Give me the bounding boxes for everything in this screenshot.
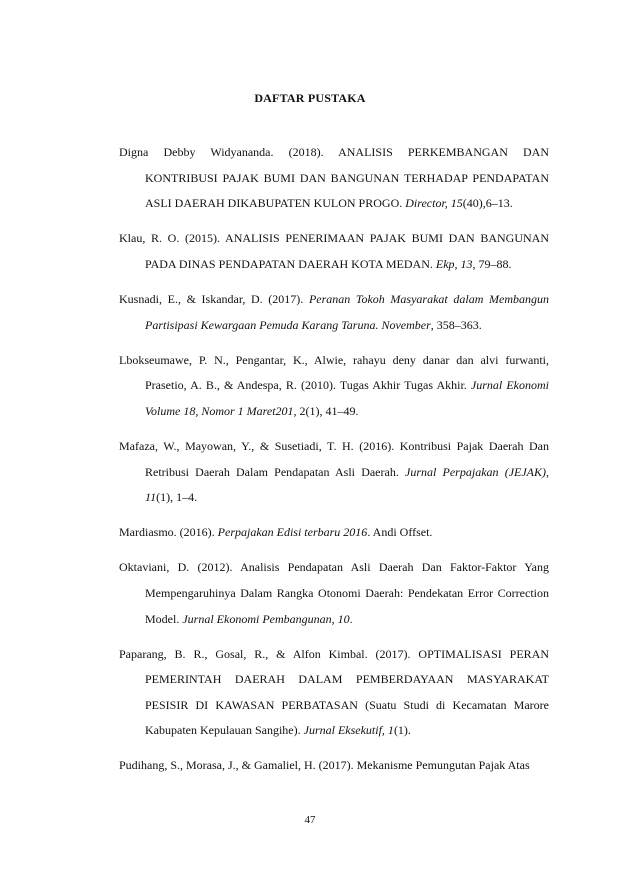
reference-source: Jurnal Perpajakan (JEJAK), 11	[145, 464, 550, 505]
reference-source: Jurnal Eksekutif, 1	[303, 723, 394, 738]
reference-source: Jurnal Ekonomi Pembangunan, 10	[182, 611, 350, 626]
reference-source: Perpajakan Edisi terbaru 2016	[217, 525, 368, 540]
reference-text: Oktaviani, D. (2012). Analisis Pendapatan Asli Daerah Dan Faktor-Faktor Yang Mempengaruhinya Dalam Rangka Otonomi Daerah: Pendekatan Error Correction Model.	[119, 560, 549, 626]
reference-details: . Andi Offset.	[367, 525, 433, 540]
reference-text: Mardiasmo. (2016).	[119, 525, 218, 540]
reference-text: Pudihang, S., Morasa, J., & Gamaliel, H. (2017). Mekanisme Pemungutan Pajak Atas	[119, 758, 530, 773]
reference-text: Klau, R. O. (2015). ANALISIS PENERIMAAN PAJAK BUMI DAN BANGUNAN PADA DINAS PENDAPATAN DAERAH KOTA MEDAN.	[119, 231, 549, 271]
reference-source: Ekp, 13	[435, 256, 473, 271]
reference-text: Lbokseumawe, P. N., Pengantar, K., Alwie, rahayu deny danar dan alvi furwanti, Prasetio, A. B., & Andespa, R. (2010). Tugas Akhir Tugas Akhir.	[119, 352, 549, 393]
reference-entry	[119, 140, 549, 217]
reference-details: , 358–363.	[430, 317, 482, 332]
reference-details: .	[349, 611, 353, 626]
reference-entry	[119, 555, 549, 632]
reference-text: Kusnadi, E., & Iskandar, D. (2017).	[119, 291, 309, 306]
reference-details: (1), 1–4.	[156, 490, 198, 505]
reference-details: (1).	[393, 723, 411, 738]
reference-entry	[119, 348, 549, 425]
reference-details: , 79–88.	[472, 256, 512, 271]
reference-entry	[119, 520, 549, 546]
reference-entry	[119, 226, 549, 277]
reference-text: Digna Debby Widyananda. (2018). ANALISIS PERKEMBANGAN DAN KONTRIBUSI PAJAK BUMI DAN BANGUNAN TERHADAP PENDAPATAN ASLI DAERAH DIKABUPATEN KULON PROGO.	[119, 145, 549, 211]
reference-source: Director, 15	[405, 196, 463, 211]
reference-source: Peranan Tokoh Masyarakat dalam Membangun Partisipasi Kewargaan Pemuda Karang Taruna. November	[145, 291, 549, 332]
reference-text: Paparang, B. R., Gosal, R., & Alfon Kimbal. (2017). OPTIMALISASI PERAN PEMERINTAH DAERAH DALAM PEMBERDAYAAN MASYARAKAT PESISIR DI KAWASAN PERBATASAN (Suatu Studi di Kecamatan Marore Kabupaten Kepulauan Sangihe).	[119, 646, 549, 738]
page-number: 47	[304, 814, 316, 826]
page-title: DAFTAR PUSTAKA	[254, 91, 366, 105]
reference-details: , 2(1), 41–49.	[293, 403, 359, 418]
reference-source: Jurnal Ekonomi Volume 18, Nomor 1 Maret201	[145, 378, 549, 418]
reference-entry	[119, 434, 549, 511]
reference-entry	[119, 642, 549, 744]
reference-entry	[119, 287, 549, 338]
reference-list	[119, 140, 549, 789]
reference-entry	[119, 753, 549, 779]
reference-text: Mafaza, W., Mayowan, Y., & Susetiadi, T. H. (2016). Kontribusi Pajak Daerah Dan Retribusi Daerah Dalam Pendapatan Asli Daerah.	[119, 438, 549, 479]
reference-details: (40),6–13.	[462, 196, 513, 211]
